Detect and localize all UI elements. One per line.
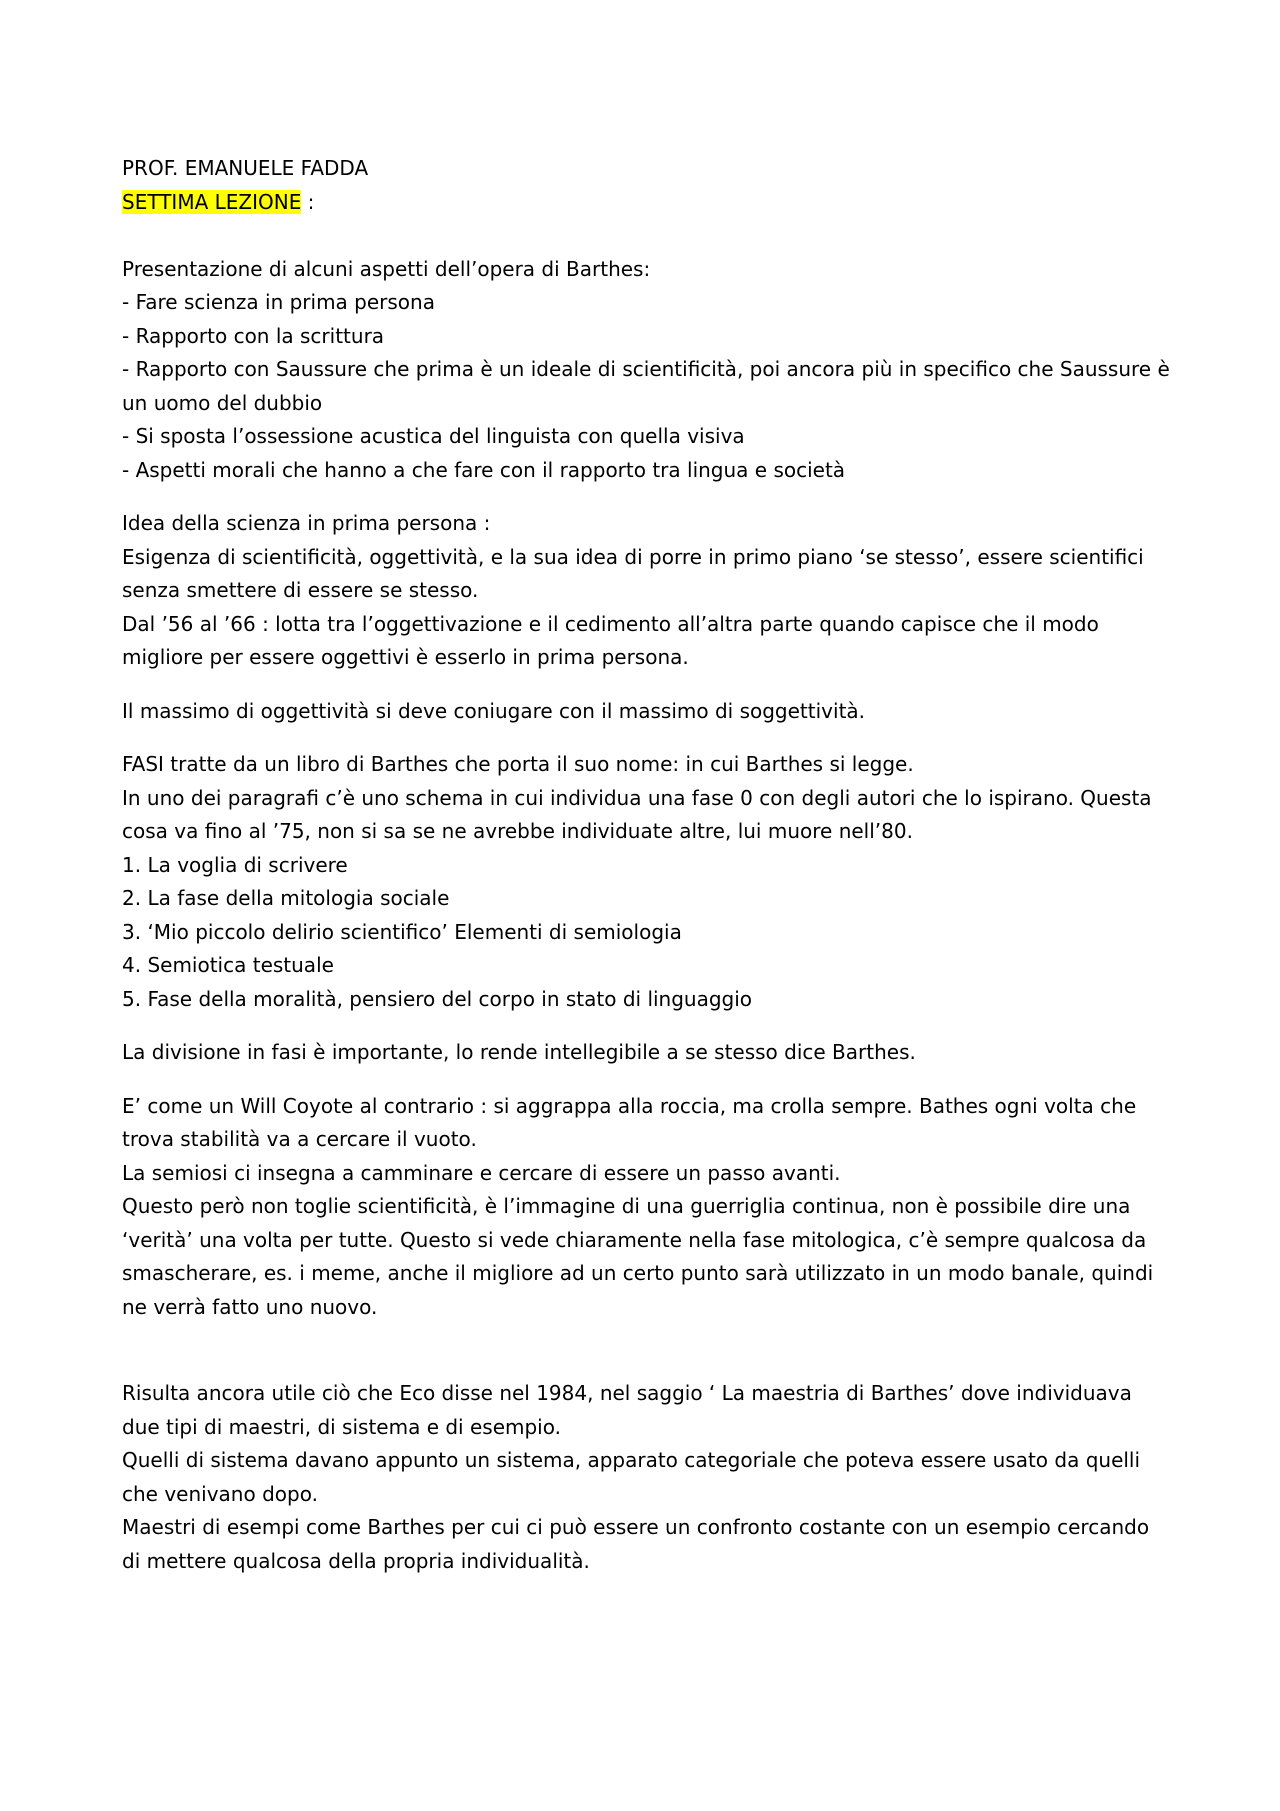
lesson-title-line — [122, 186, 1172, 220]
coyote-paragraph: La semiosi ci insegna a camminare e cercare di essere un passo avanti. — [122, 1160, 841, 1185]
lesson-title-suffix: : — [301, 189, 315, 214]
spacer — [122, 728, 1172, 748]
spacer — [122, 1324, 1172, 1377]
massimo-paragraph: Il massimo di oggettività si deve coniugare con il massimo di soggettività. — [122, 698, 866, 723]
fasi-item: 3. ‘Mio piccolo delirio scientifico’ Elementi di semiologia — [122, 919, 682, 944]
scienza-paragraph: Esigenza di scientificità, oggettività, e la sua idea di porre in primo piano ‘se stesso’, essere scientifici senza smettere di essere se stesso. — [122, 544, 1144, 602]
fasi-item: 4. Semiotica testuale — [122, 953, 334, 977]
eco-paragraph: Risulta ancora utile ciò che Eco disse nel 1984, nel saggio ‘ La maestria di Barthes’ dove individuava due tipi di maestri, di sistema e di esempio. — [122, 1381, 1132, 1439]
spacer — [122, 219, 1172, 253]
fasi-item: 1. La voglia di scrivere — [122, 852, 348, 877]
intro-item: - Aspetti morali che hanno a che fare con il rapporto tra lingua e società — [122, 457, 846, 482]
eco-paragraph: Quelli di sistema davano appunto un sistema, apparato categoriale che poteva essere usato da quelli che venivano dopo. — [122, 1448, 1141, 1506]
intro-heading: Presentazione di alcuni aspetti dell’opera di Barthes: — [122, 256, 651, 281]
spacer — [122, 1016, 1172, 1036]
document-body — [122, 152, 1172, 1578]
lesson-title-highlight: SETTIMA LEZIONE — [122, 189, 302, 214]
divisione-paragraph: La divisione in fasi è importante, lo rende intellegibile a se stesso dice Barthes. — [122, 1040, 916, 1064]
spacer — [122, 1070, 1172, 1090]
coyote-paragraph: E’ come un Will Coyote al contrario : si aggrappa alla roccia, ma crolla sempre. Bathes ogni volta che trova stabilità va a cercare il vuoto. — [122, 1093, 1137, 1151]
fasi-item: 2. La fase della mitologia sociale — [122, 886, 450, 910]
author-line: PROF. EMANUELE FADDA — [122, 156, 369, 180]
fasi-item: 5. Fase della moralità, pensiero del corpo in stato di linguaggio — [122, 986, 753, 1011]
spacer — [122, 675, 1172, 695]
intro-item: - Si sposta l’ossessione acustica del linguista con quella visiva — [122, 424, 745, 448]
intro-item: - Rapporto con la scrittura — [122, 323, 385, 348]
fasi-paragraph: In uno dei paragrafi c’è uno schema in cui individua una fase 0 con degli autori che lo ispirano. Questa cosa va fino al ’75, non si sa se ne avrebbe individuate altre, lui muore nell’80. — [122, 785, 1152, 843]
eco-paragraph: Maestri di esempi come Barthes per cui ci può essere un confronto costante con un esempio cercando di mettere qualcosa della propria individualità. — [122, 1515, 1150, 1573]
coyote-paragraph: Questo però non toglie scientificità, è l’immagine di una guerriglia continua, non è possibile dire una ‘verità’ una volta per tutte. Questo si vede chiaramente nella fase mitologica, c’è sempre qualcosa da smascherare, es. i meme, anche il migliore ad un certo punto sarà utilizzato in un modo banale, quindi ne verrà fatto uno nuovo. — [122, 1194, 1154, 1319]
intro-item: - Rapporto con Saussure che prima è un ideale di scientificità, poi ancora più in specifico che Saussure è un uomo del dubbio — [122, 357, 1170, 415]
scienza-heading: Idea della scienza in prima persona : — [122, 511, 491, 535]
intro-item: - Fare scienza in prima persona — [122, 290, 435, 314]
scienza-paragraph: Dal ’56 al ’66 : lotta tra l’oggettivazione e il cedimento all’altra parte quando capisce che il modo migliore per essere oggettivi è esserlo in prima persona. — [122, 611, 1099, 669]
fasi-intro: FASI tratte da un libro di Barthes che porta il suo nome: in cui Barthes si legge. — [122, 752, 914, 776]
spacer — [122, 487, 1172, 507]
